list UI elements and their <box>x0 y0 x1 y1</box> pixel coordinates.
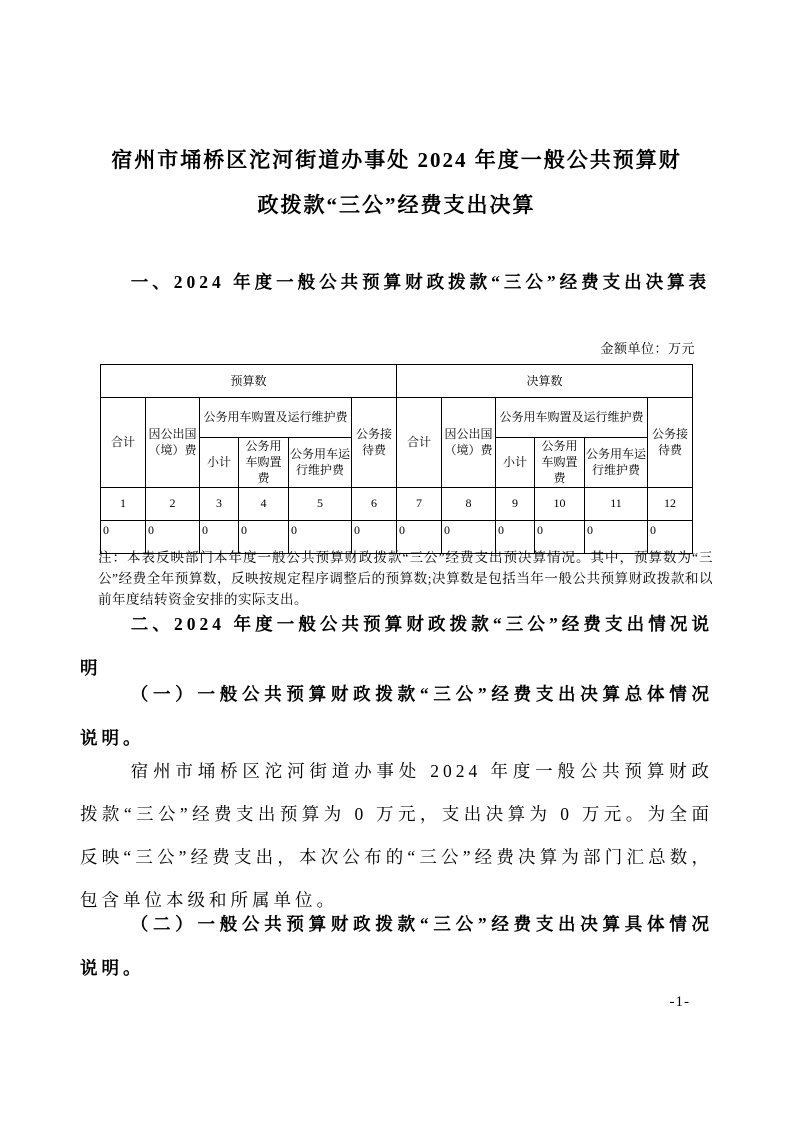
table-column-number-row <box>101 487 693 520</box>
header-cell-vehicle-group: 公务用车购置及运行维护费 <box>200 398 352 438</box>
column-number-cell: 6 <box>352 487 397 520</box>
amount-unit-label: 金额单位：万元 <box>600 341 695 356</box>
header-cell-vehicle-group: 公务用车购置及运行维护费 <box>496 398 648 438</box>
header-cell-abroad: 因公出国（境）费 <box>442 398 496 488</box>
header-cell-total: 合计 <box>101 398 146 488</box>
table-header-row-upper <box>101 398 693 438</box>
title-line-1: 宿州市埇桥区沱河街道办事处 2024 年度一般公共预算财 <box>111 148 682 172</box>
value-cell: 0 <box>535 520 585 553</box>
header-cell-purchase: 公务用车购置费 <box>535 438 585 488</box>
value-cell: 0 <box>585 520 648 553</box>
value-cell: 0 <box>101 520 146 553</box>
value-cell: 0 <box>289 520 352 553</box>
page-number: -1- <box>669 994 690 1010</box>
column-number-cell: 10 <box>535 487 585 520</box>
column-number-cell: 12 <box>648 487 693 520</box>
group-header-final: 决算数 <box>397 365 693 398</box>
sangong-expense-table <box>100 364 693 554</box>
column-number-cell: 5 <box>289 487 352 520</box>
value-cell: 0 <box>496 520 535 553</box>
header-cell-subtotal: 小计 <box>200 438 239 488</box>
subsection-heading-2: （二）一般公共预算财政拨款“三公”经费支出决算具体情况说明。 <box>80 914 713 978</box>
column-number-cell: 8 <box>442 487 496 520</box>
header-cell-total: 合计 <box>397 398 442 488</box>
value-cell: 0 <box>200 520 239 553</box>
group-header-budget: 预算数 <box>101 365 397 398</box>
column-number-cell: 1 <box>101 487 146 520</box>
column-number-cell: 4 <box>239 487 289 520</box>
subsection-heading-1: （一）一般公共预算财政拨款“三公”经费支出决算总体情况说明。 <box>80 684 713 748</box>
column-number-cell: 11 <box>585 487 648 520</box>
column-number-cell: 3 <box>200 487 239 520</box>
header-cell-purchase: 公务用车购置费 <box>239 438 289 488</box>
value-cell: 0 <box>146 520 200 553</box>
value-cell: 0 <box>397 520 442 553</box>
section-heading-1: 一、2024 年度一般公共预算财政拨款“三公”经费支出决算表 <box>130 272 711 292</box>
column-number-cell: 2 <box>146 487 200 520</box>
value-cell: 0 <box>239 520 289 553</box>
document-title <box>80 138 713 228</box>
header-cell-subtotal: 小计 <box>496 438 535 488</box>
value-cell: 0 <box>648 520 693 553</box>
header-cell-reception: 公务接待费 <box>648 398 693 488</box>
section-heading-2: 二、2024 年度一般公共预算财政拨款“三公”经费支出情况说明 <box>80 614 713 678</box>
value-cell: 0 <box>442 520 496 553</box>
title-line-2: 政拨款“三公”经费支出决算 <box>257 193 536 217</box>
header-cell-operation: 公务用车运行维护费 <box>585 438 648 488</box>
column-number-cell: 9 <box>496 487 535 520</box>
table-note: 注：本表反映部门本年度一般公共预算财政拨款“三公”经费支出预决算情况。其中，预算数为“三公”经费全年预算数，反映按规定程序调整后的预算数;决算数是包括当年一般公共预算财政拨款和以前年度结转资金安排的实际支出。 <box>98 550 713 607</box>
table-group-header-row <box>101 365 693 398</box>
header-cell-operation: 公务用车运行维护费 <box>289 438 352 488</box>
value-cell: 0 <box>352 520 397 553</box>
column-number-cell: 7 <box>397 487 442 520</box>
header-cell-abroad: 因公出国（境）费 <box>146 398 200 488</box>
header-cell-reception: 公务接待费 <box>352 398 397 488</box>
body-paragraph: 宿州市埇桥区沱河街道办事处 2024 年度一般公共预算财政拨款“三公”经费支出预算为 0 万元，支出决算为 0 万元。为全面反映“三公”经费支出，本次公布的“三公”经费决算为部门汇总数，包含单位本级和所属单位。 <box>80 761 713 910</box>
